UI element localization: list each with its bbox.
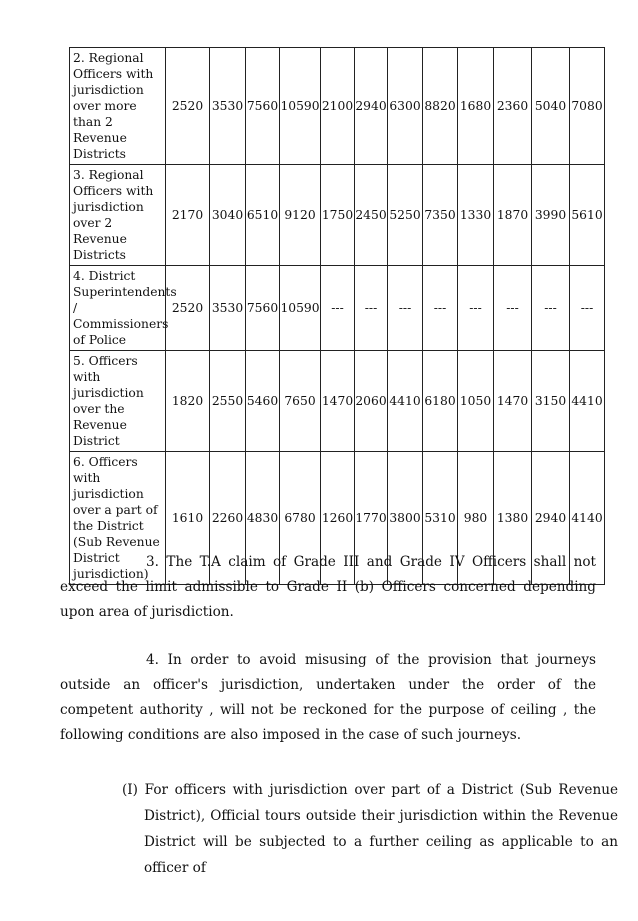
ceiling-amount-cell: 1470 — [494, 351, 532, 452]
ceiling-amount-cell: 7560 — [246, 48, 280, 165]
ceiling-amount-cell: 8820 — [423, 48, 458, 165]
ceiling-amount-cell: 5310 — [423, 452, 458, 585]
ceiling-amount-cell: 6780 — [280, 452, 321, 585]
row-category-label: 3. Regional Officers with jurisdiction over 2 Revenue Districts — [70, 165, 166, 266]
ceiling-amount-cell: 1260 — [321, 452, 355, 585]
ceiling-amount-cell: --- — [321, 266, 355, 351]
table-row — [70, 165, 605, 266]
row-category-label: 6. Officers with jurisdiction over a part of the District (Sub Revenue District jurisdiction) — [70, 452, 166, 585]
row-category-label: 5. Officers with jurisdiction over the Revenue District — [70, 351, 166, 452]
ceiling-amount-cell: 6510 — [246, 165, 280, 266]
ceiling-amount-cell: 7560 — [246, 266, 280, 351]
ceiling-amount-cell: 7080 — [570, 48, 605, 165]
ceiling-amount-cell: 7650 — [280, 351, 321, 452]
ceiling-amount-cell: 1750 — [321, 165, 355, 266]
ceiling-amount-cell: 2520 — [166, 48, 210, 165]
ceiling-amount-cell: 2170 — [166, 165, 210, 266]
ceiling-amount-cell: 4410 — [388, 351, 423, 452]
ceiling-amount-cell: 1680 — [458, 48, 494, 165]
ceiling-amount-cell: 10590 — [280, 48, 321, 165]
ceiling-amount-cell: --- — [355, 266, 388, 351]
ceiling-amount-cell: 3800 — [388, 452, 423, 585]
ceiling-amount-cell: 3530 — [210, 266, 246, 351]
ceiling-amount-cell: 6300 — [388, 48, 423, 165]
ceiling-amount-cell: 7350 — [423, 165, 458, 266]
ceiling-amount-cell: --- — [458, 266, 494, 351]
ta-ceiling-table — [69, 47, 605, 585]
table-row — [70, 266, 605, 351]
ceiling-amount-cell: 2940 — [532, 452, 570, 585]
ceiling-amount-cell: 1470 — [321, 351, 355, 452]
ceiling-amount-cell: 3150 — [532, 351, 570, 452]
ceiling-amount-cell: 5610 — [570, 165, 605, 266]
ceiling-amount-cell: 5460 — [246, 351, 280, 452]
ceiling-amount-cell: 10590 — [280, 266, 321, 351]
ceiling-amount-cell: --- — [532, 266, 570, 351]
row-category-label: 4. District Superintendents / Commissioners of Police — [70, 266, 166, 351]
ceiling-amount-cell: 4830 — [246, 452, 280, 585]
ceiling-amount-cell: 5250 — [388, 165, 423, 266]
ceiling-amount-cell: 2260 — [210, 452, 246, 585]
ceiling-amount-cell: 1380 — [494, 452, 532, 585]
ceiling-amount-cell: 1870 — [494, 165, 532, 266]
ceiling-amount-cell: 2100 — [321, 48, 355, 165]
ceiling-amount-cell: 4410 — [570, 351, 605, 452]
ceiling-amount-cell: 1050 — [458, 351, 494, 452]
ceiling-amount-cell: 3040 — [210, 165, 246, 266]
ceiling-amount-cell: --- — [570, 266, 605, 351]
ceiling-amount-cell: 2360 — [494, 48, 532, 165]
row-category-label: 2. Regional Officers with jurisdiction over more than 2 Revenue Districts — [70, 48, 166, 165]
paragraph-4: 4. In order to avoid misusing of the provision that journeys outside an officer's jurisdiction, undertaken under the order of the competent authority , will not be reckoned for the purpose of ceiling , the following conditions are also imposed in the case of such journeys. — [60, 652, 596, 743]
ceiling-amount-cell: 2060 — [355, 351, 388, 452]
ceiling-amount-cell: 2450 — [355, 165, 388, 266]
ceiling-amount-cell: 3990 — [532, 165, 570, 266]
ceiling-amount-cell: 2550 — [210, 351, 246, 452]
ceiling-amount-cell: 2520 — [166, 266, 210, 351]
ceiling-amount-cell: 5040 — [532, 48, 570, 165]
ceiling-amount-cell: --- — [423, 266, 458, 351]
ceiling-amount-cell: 1610 — [166, 452, 210, 585]
ceiling-amount-cell: 980 — [458, 452, 494, 585]
ceiling-amount-cell: --- — [388, 266, 423, 351]
ceiling-amount-cell: 3530 — [210, 48, 246, 165]
ceiling-amount-cell: 1330 — [458, 165, 494, 266]
table-row — [70, 48, 605, 165]
paragraph-3: 3. The T.A claim of Grade III and Grade IV Officers shall not exceed the limit admissible to Grade II (b) Officers concerned depending upon area of jurisdiction. — [60, 554, 596, 620]
ceiling-amount-cell: 4140 — [570, 452, 605, 585]
table-row — [70, 351, 605, 452]
condition-1: (I) For officers with jurisdiction over part of a District (Sub Revenue District), Official tours outside their jurisdiction within the Revenue District will be subjected to a further ceiling as applicable to an officer of — [122, 782, 618, 876]
ceiling-amount-cell: 1770 — [355, 452, 388, 585]
ceiling-amount-cell: --- — [494, 266, 532, 351]
ceiling-amount-cell: 6180 — [423, 351, 458, 452]
ceiling-amount-cell: 2940 — [355, 48, 388, 165]
ceiling-amount-cell: 9120 — [280, 165, 321, 266]
ceiling-amount-cell: 1820 — [166, 351, 210, 452]
